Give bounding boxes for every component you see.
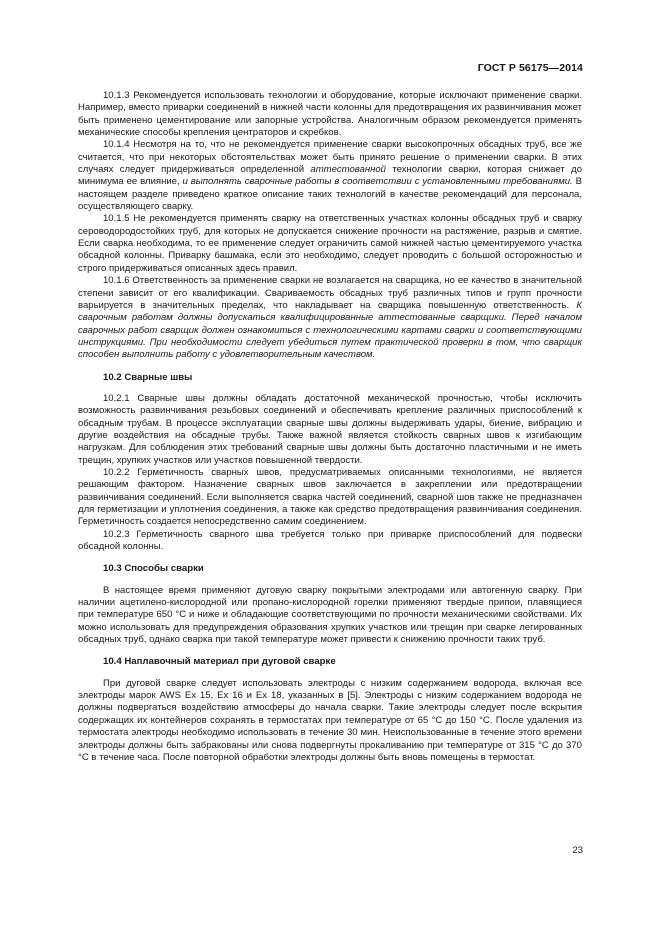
paragraph-text: 10.1.6 Ответственность за применение сварки не возлагается на сварщика, но ее качество в значительной степени зависит от его квалификации. Свариваемость обсадных труб различных типов и групп прочности варьируется в значительных пределах, что накладывает на сварщика повышенную ответственность. — [78, 275, 582, 311]
italic-text: и выполнять сварочные работы в соответствии с установленными требованиями. — [182, 176, 573, 188]
paragraph-10-1-5: 10.1.5 Не рекомендуется применять сварку на ответственных участках колонны обсадных труб и сварку сероводородостойких труб, для которых не допускается снижение прочности на растяжение, разрыв и смятие. Если сварка необходима, то ее применение следует ограничить самой нижней частью цементируемого участка обсадной колонны. Приварку башмака, если это необходимо, следует проводить с большой осторожностью и строго придерживаться описанных здесь правил. — [78, 213, 582, 274]
italic-text: К сварочным работам должны допускаться квалифицированные аттестованные сварщики. Перед началом сварочных работ сварщик должен ознакомиться с технологическими картами сварки и соответствующими инструкциями. При необходимости следует убедиться путем практической проверки в том, что сварщик способен выполнить работу с удовлетворительным качеством. — [78, 299, 582, 361]
paragraph-10-3: В настоящее время применяют дуговую сварку покрытыми электродами или автогенную сварку. При наличии ацетилено-кислородной или пропано-кислородной горелки применяют твердые припои, плавящиеся при температуре 650 °С и ниже и обладающие соответствующими по прочности механическими свойствами. Их можно использовать для предупреждения образования хрупких участков или трещин при сварке легированных обсадных труб, однако сварка при такой температуре может привести к снижению прочности таких труб. — [78, 584, 582, 646]
section-heading-10-2: 10.2 Сварные швы — [103, 371, 193, 383]
document-body — [78, 90, 582, 764]
paragraph-10-2-2: 10.2.2 Герметичность сварных швов, предусматриваемых описанными технологиями, не является решающим фактором. Назначение сварных швов заключается в закреплении или предотвращении развинчивания соединений. Если выполняется сварка частей соединений, сварной шов также не предназначен для герметизации и уплотнения соединения, а также как средство предотвращения развинчивания соединения. Герметичность создается непосредственно самим соединением. — [78, 466, 582, 528]
page-number: 23 — [572, 845, 583, 856]
paragraph-10-1-4 — [78, 139, 582, 213]
paragraph-text: 10.1.4 Несмотря на то, что не рекомендуется применение сварки высокопрочных обсадных труб, все же считается, что при некоторых обстоятельствах может быть принято решение о применении сварки. В этих случаях следует придерживаться определенной — [78, 139, 582, 176]
paragraph-10-1-6 — [78, 275, 582, 361]
paragraph-10-2-3: 10.2.3 Герметичность сварного шва требуется только при приварке приспособлений для подвески обсадной колонны. — [78, 528, 582, 553]
section-heading-10-3: 10.3 Способы сварки — [103, 563, 204, 575]
paragraph-text: технологии сварки, которая снижает до минимума ее влияние, — [78, 164, 583, 188]
paragraph-text: В настоящем разделе приведено краткое описание таких технологий в качестве рекомендаций для персонала, осуществляющего сварку. — [78, 176, 582, 213]
paragraph-10-2-1: 10.2.1 Сварные швы должны обладать достаточной механической прочностью, чтобы исключить возможность развинчивания резьбовых соединений и обеспечивать крепление различных приспособлений к обсадным трубам. В процессе эксплуатации сварные швы должны выдерживать удары, биение, вибрацию и другие воздействия на обсадные трубы. Также важной является стойкость сварных швов к изгибающим нагрузкам. Для соблюдения этих требований сварные швы должны быть достаточно пластичными и не иметь трещин, хрупких участков или участков повышенной твердости. — [78, 392, 582, 466]
paragraph-10-4: При дуговой сварке следует использовать электроды с низким содержанием водорода, включая все электроды марок AWS Еx 15, Еx 16 и Еx 18, указанных в [5]. Электроды с низким содержанием водорода не должны подвергаться воздействию атмосферы до начала сварки. Такие электроды следует после вскрытия содержащих их контейнеров сохранять в термостатах при температуре от 65 °С до 150 °С. После удаления из термостата электроды необходимо использовать в течение 30 мин. Неиспользованные в течение этого времени электроды должны быть забракованы или снова подвергнуты прокаливанию при температуре от 315 °С до 370 °С в течение часа. После повторной обработки электроды должны быть вновь помещены в термостат. — [78, 677, 582, 763]
paragraph-10-1-3: 10.1.3 Рекомендуется использовать технологии и оборудование, которые исключают применение сварки. Например, вместо приварки соединений в нижней части колонны для предотвращения их развинчивания может быть применено цементирование или запорные устройства. Аналогичным образом рекомендуется применять механические способы крепления центраторов и скребков. — [78, 90, 582, 139]
italic-text: аттестованной — [310, 164, 386, 176]
document-code: ГОСТ Р 56175—2014 — [477, 62, 583, 74]
section-heading-10-4: 10.4 Наплавочный материал при дуговой сварке — [103, 656, 336, 668]
